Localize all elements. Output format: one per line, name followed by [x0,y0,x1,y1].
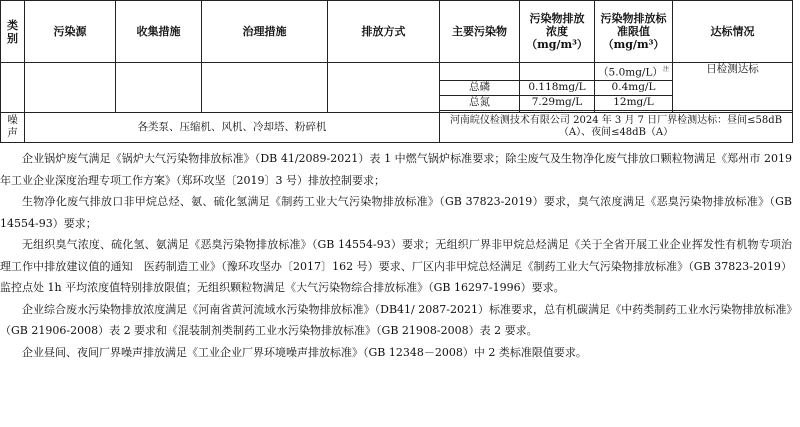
limit-cell: 12mg/L [595,95,673,110]
discharge-cell-empty [328,63,440,113]
collection-cell-empty [116,63,202,113]
header-limit: 污染物排放标 准限值 （mg/m³） [595,1,673,63]
concentration-cell-empty [520,63,595,81]
noise-result: 河南皖仪检测技术有限公司 2024 年 3 月 7 日厂界检测达标：昼间≤58dB （A）、夜间≤48dB（A） [440,112,793,142]
pollutant-cell-empty [440,63,520,81]
noise-row [1,112,793,142]
header-concentration: 污染物排放 浓度（mg/m³） [520,1,595,63]
paragraph-noise: 企业昼间、夜间厂界噪声排放满足《工业企业厂界环境噪声排放标准》（GB 12348－2008）中 2 类标准限值要求。 [22,345,587,359]
noise-sources: 各类泵、压缩机、风机、冷却塔、粉碎机 [25,112,440,142]
limit-cell: 0.4mg/L [595,80,673,95]
limit-cell: $(5.0mg/L)^注$ [595,63,673,81]
header-source: 污染源 [25,1,116,63]
paragraph-boiler-dust: 企业锅炉废气满足《锅炉大气污染物排放标准》（DB 41/2089-2021）表 1 中燃气锅炉标准要求；除尘废气及生物净化废气排放口颗粒物满足《郑州市 2019 年工业企业深度治理专项工作方案》（郑环攻坚〔2019〕3 号）排放控制要求； [0,152,792,187]
table-row [1,63,793,81]
status-cell: 日检测达标 [673,63,793,111]
header-treatment: 治理措施 [202,1,328,63]
table-header-row [1,1,793,63]
compliance-text [0,148,792,363]
pollutant-cell: 总氮 [440,95,520,110]
note-marker: 注 [662,66,669,73]
header-discharge: 排放方式 [328,1,440,63]
treatment-cell-empty [202,63,328,113]
category-cell-empty [1,63,25,113]
emission-standards-table [0,0,793,143]
header-collection: 收集措施 [116,1,202,63]
pollutant-cell: 总磷 [440,80,520,95]
header-category: 类 别 [1,1,25,63]
concentration-cell: 0.118mg/L [520,80,595,95]
concentration-cell: 7.29mg/L [520,95,595,110]
header-pollutant: 主要污染物 [440,1,520,63]
paragraph-fugitive: 无组织臭气浓度、硫化氢、氨满足《恶臭污染物排放标准》（GB 14554-93）要求；无组织厂界非甲烷总烃满足《关于全省开展工业企业挥发性有机物专项治理工作中排放建议值的通知 医药制造工业》（豫环攻坚办〔2017〕162 号）要求、厂区内非甲烷总烃满足《制药工业大气污染物排放标准》（GB 37823-2019）监控点处 1h 平均浓度值特别排放限值；无组织颗粒物满足《大气污染物综合排放标准》（GB 16297-1996）要求。 [0,238,792,294]
paragraph-bio-exhaust: 生物净化废气排放口非甲烷总烃、氨、硫化氢满足《制药工业大气污染物排放标准》（GB 37823-2019）要求，臭气浓度满足《恶臭污染物排放标准》（GB 14554-93）要求； [0,195,792,230]
header-status: 达标情况 [673,1,793,63]
source-cell-empty [25,63,116,113]
noise-category: 噪 声 [1,112,25,142]
paragraph-wastewater: 企业综合废水污染物排放浓度满足《河南省黄河流域水污染物排放标准》（DB41/ 2087-2021）标准要求，总有机碳满足《中药类制药工业水污染物排放标准》（GB 21906-2008）表 2 要求和《混装制剂类制药工业水污染物排放标准》（GB 21908-2008）表 2 要求。 [0,302,792,337]
